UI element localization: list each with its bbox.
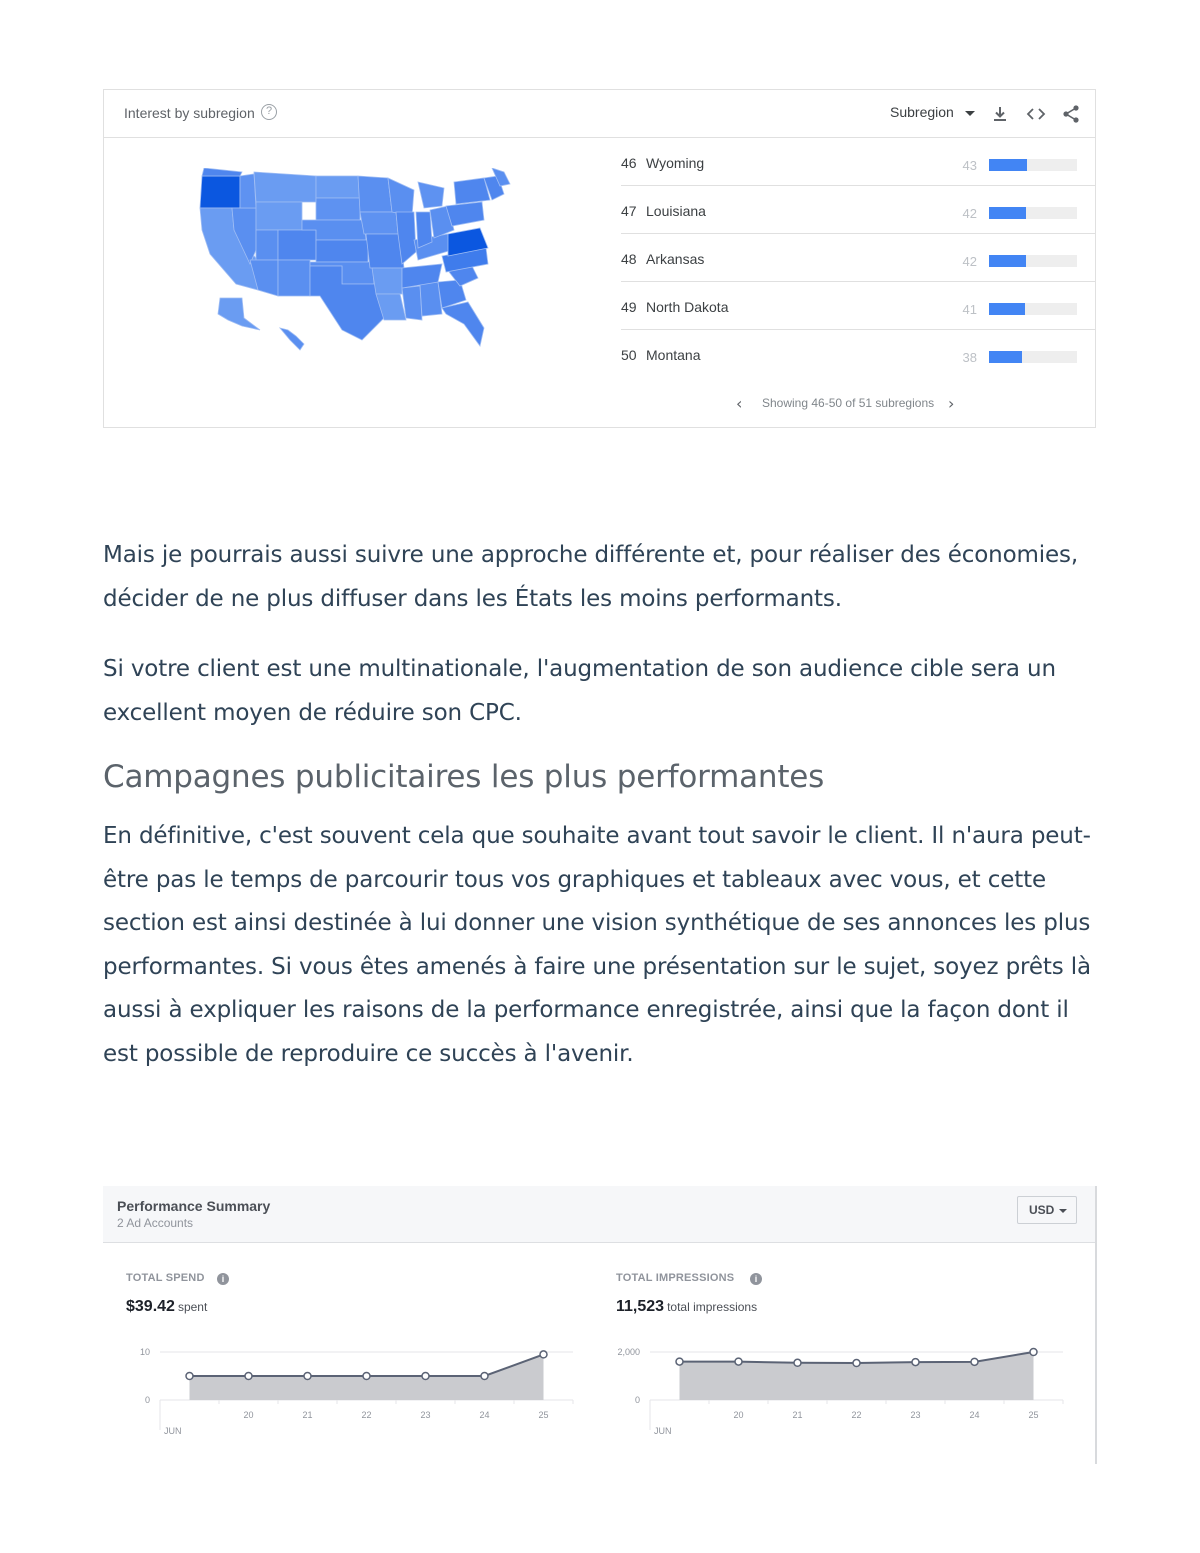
map-state-hawaii	[280, 328, 304, 350]
data-point	[540, 1351, 547, 1358]
card-title: Performance Summary	[117, 1198, 271, 1214]
rank-number: 48	[621, 251, 637, 267]
ranking-row[interactable]	[621, 186, 1096, 234]
map-state-new-york	[454, 178, 490, 204]
ranking-row[interactable]	[621, 330, 1096, 378]
card-subtitle: 2 Ad Accounts	[117, 1216, 194, 1230]
total-spend-value	[126, 1298, 207, 1316]
subregion-ranking-list	[621, 138, 1096, 378]
us-choropleth-map[interactable]	[192, 168, 512, 358]
interest-bar-fill	[989, 159, 1027, 171]
map-state-wisconsin	[388, 178, 414, 216]
caret-down-icon[interactable]	[965, 111, 975, 116]
map-state-iowa	[360, 212, 398, 234]
embed-code-icon[interactable]	[1026, 104, 1046, 124]
map-state-utah	[256, 230, 278, 260]
data-point	[676, 1358, 683, 1365]
interest-bar	[989, 303, 1077, 315]
ranking-row[interactable]	[621, 282, 1096, 330]
x-tick-label: 22	[851, 1410, 862, 1420]
subregion-name: Wyoming	[646, 155, 705, 171]
interest-bar	[989, 159, 1077, 171]
data-point	[912, 1359, 919, 1366]
rank-number: 50	[621, 347, 637, 363]
interest-value: 38	[962, 350, 977, 365]
map-state-colorado	[278, 230, 316, 260]
subregion-name: Louisiana	[646, 203, 706, 219]
map-state-alaska	[218, 298, 260, 330]
subregion-name: North Dakota	[646, 299, 729, 315]
x-tick-label: 24	[479, 1410, 490, 1420]
x-sublabel: JUN	[654, 1426, 672, 1436]
x-tick-label: 23	[910, 1410, 921, 1420]
interest-bar-fill	[989, 255, 1026, 267]
map-state-south-dakota	[316, 198, 360, 220]
data-point	[422, 1373, 429, 1380]
map-state-wyoming	[256, 202, 302, 230]
x-tick-label: 25	[1028, 1410, 1039, 1420]
performance-summary-card	[103, 1186, 1097, 1464]
map-state-minnesota	[358, 176, 392, 212]
card-title: Interest by subregion	[124, 105, 255, 121]
chevron-right-icon[interactable]: ›	[948, 394, 955, 413]
data-point	[853, 1360, 860, 1367]
map-state-idaho	[240, 174, 256, 208]
total-spend-label: TOTAL SPEND	[126, 1272, 205, 1284]
y-tick-label: 10	[139, 1347, 150, 1357]
x-tick-label: 21	[302, 1410, 313, 1420]
map-state-kansas	[316, 240, 368, 262]
rank-number: 47	[621, 203, 637, 219]
interest-bar-fill	[989, 351, 1022, 363]
subregion-name: Arkansas	[646, 251, 705, 267]
y-tick-label: 2,000	[617, 1347, 640, 1357]
spend-amount: $39.42	[126, 1298, 175, 1315]
x-sublabel: JUN	[164, 1426, 182, 1436]
impressions-unit: total impressions	[667, 1300, 758, 1314]
map-state-pennsylvania	[446, 202, 484, 226]
map-state-arkansas	[372, 268, 402, 294]
paragraph-2: Si votre client est une multinationale, l'augmentation de son audience cible sera un excellent moyen de réduire son CPC.	[103, 656, 1056, 726]
impressions-amount: 11,523	[616, 1298, 665, 1315]
paragraph-3: En définitive, c'est souvent cela que souhaite avant tout savoir le client. Il n'aura peut-être pas le temps de parcourir tous vos graphiques et tableaux avec vous, et cette section est ainsi destinée à lui donner une vision synthétique de ses annonces les plus performantes. Si vous êtes amenés à faire une présentation sur le sujet, soyez prêts là aussi à expliquer les raisons de la performance enregistrée, ainsi que la façon dont il est possible de reproduire ce succès à l'avenir.	[103, 823, 1091, 1067]
data-point	[1030, 1349, 1037, 1356]
info-icon[interactable]: i	[217, 1273, 229, 1285]
interest-bar-fill	[989, 207, 1026, 219]
card-header	[104, 90, 1095, 138]
map-state-montana	[254, 172, 316, 202]
data-point	[363, 1373, 370, 1380]
rank-number: 46	[621, 155, 637, 171]
ranking-row[interactable]	[621, 234, 1096, 282]
data-point	[304, 1373, 311, 1380]
share-icon[interactable]	[1061, 104, 1081, 124]
impressions-chart	[613, 1336, 1073, 1446]
total-impressions-value	[616, 1298, 757, 1316]
interest-bar	[989, 207, 1077, 219]
map-state-new-mexico	[278, 260, 310, 296]
map-state-indiana	[416, 212, 432, 248]
map-state-oregon	[200, 176, 240, 208]
interest-value: 42	[962, 206, 977, 221]
currency-dropdown[interactable]	[1017, 1196, 1077, 1224]
data-point	[481, 1373, 488, 1380]
pagination-label: Showing 46-50 of 51 subregions	[762, 396, 935, 410]
map-state-washington	[202, 168, 242, 176]
map-state-florida	[442, 302, 484, 346]
x-tick-label: 21	[792, 1410, 803, 1420]
interest-value: 42	[962, 254, 977, 269]
chevron-left-icon[interactable]: ‹	[736, 394, 743, 413]
card-header	[103, 1186, 1095, 1243]
total-impressions-label: TOTAL IMPRESSIONS	[616, 1272, 735, 1284]
info-icon[interactable]: i	[750, 1273, 762, 1285]
currency-label: USD	[1029, 1203, 1055, 1217]
paragraph-1: Mais je pourrais aussi suivre une approche différente et, pour réaliser des économies, décider de ne plus diffuser dans les États les moins performants.	[103, 542, 1079, 612]
subregion-dropdown[interactable]: Subregion	[890, 104, 954, 120]
interest-bar	[989, 351, 1077, 363]
x-tick-label: 24	[969, 1410, 980, 1420]
rank-number: 49	[621, 299, 637, 315]
data-point	[186, 1373, 193, 1380]
download-icon[interactable]	[990, 104, 1010, 124]
y-tick-label: 0	[634, 1395, 640, 1405]
map-state-north-dakota	[316, 176, 360, 198]
x-tick-label: 22	[361, 1410, 372, 1420]
x-tick-label: 20	[243, 1410, 254, 1420]
subregion-name: Montana	[646, 347, 701, 363]
data-point	[794, 1359, 801, 1366]
interest-by-subregion-card	[103, 89, 1096, 428]
x-tick-label: 20	[733, 1410, 744, 1420]
interest-bar-fill	[989, 303, 1025, 315]
section-heading: Campagnes publicitaires les plus performantes	[103, 759, 825, 795]
article-body	[103, 534, 1103, 1076]
interest-value: 43	[962, 158, 977, 173]
x-tick-label: 25	[538, 1410, 549, 1420]
ranking-row[interactable]	[621, 138, 1096, 186]
data-point	[735, 1358, 742, 1365]
data-point	[971, 1358, 978, 1365]
map-state-michigan	[418, 182, 444, 208]
interest-value: 41	[962, 302, 977, 317]
interest-bar	[989, 255, 1077, 267]
spend-chart	[123, 1336, 583, 1446]
caret-down-icon	[1059, 1209, 1067, 1213]
spend-unit: spent	[177, 1300, 208, 1314]
help-icon[interactable]: ?	[261, 104, 277, 120]
data-point	[245, 1373, 252, 1380]
x-tick-label: 23	[420, 1410, 431, 1420]
y-tick-label: 0	[144, 1395, 150, 1405]
